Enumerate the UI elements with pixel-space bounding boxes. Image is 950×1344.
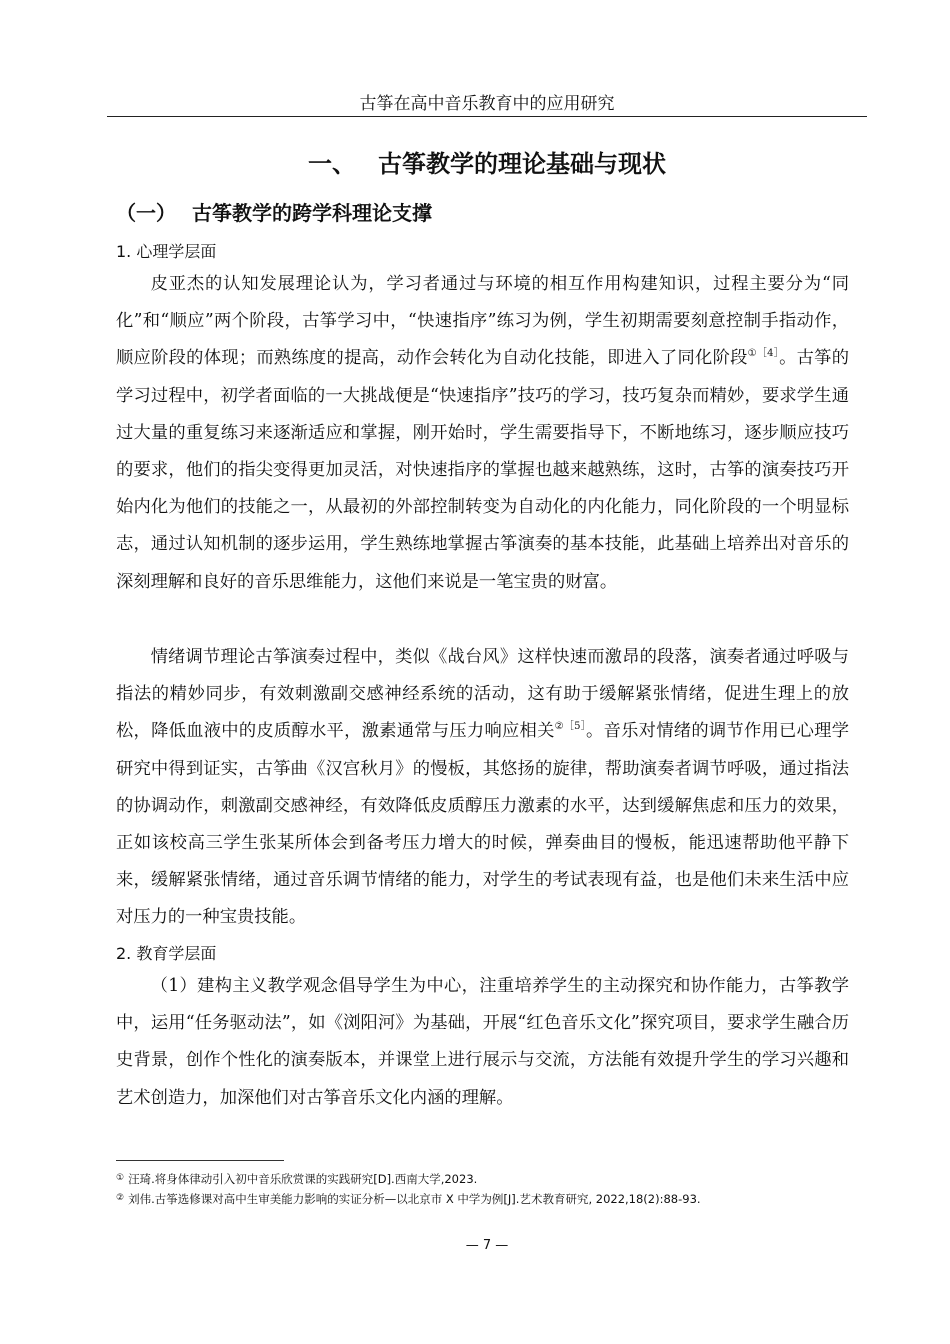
footnote-1: [116, 1168, 856, 1189]
paragraph-text: 。古筝的学习过程中，初学者面临的一大挑战便是“快速指序”技巧的学习，技巧复杂而精妙，要求学生通过大量的重复练习来逐渐适应和掌握，刚开始时，学生需要指导下，不断地练习，逐步顺应技巧的要求，他们的指尖变得更加灵活，对快速指序的掌握也越来越熟练，这时，古筝的演奏技巧开始内化为他们的技能之一，从最初的外部控制转变为自动化的内化能力，同化阶段的一个明显标志，通过认知机制的逐步运用，学生熟练地掌握古筝演奏的基本技能，此基础上培养出对音乐的深刻理解和良好的音乐思维能力，这他们来说是一笔宝贵的财富。: [116, 348, 849, 592]
footnote-text: 刘伟.古筝选修课对高中生审美能力影响的实证分析—以北京市 X 中学为例[J].艺术教育研究, 2022,18(2):88-93.: [128, 1192, 701, 1206]
chapter-heading: [107, 146, 867, 182]
paragraph-text: 情绪调节理论古筝演奏过程中，类似《战台风》这样快速而激昂的段落，演奏者通过呼吸与指法的精妙同步，有效刺激副交感神经系统的活动，这有助于缓解紧张情绪，促进生理上的放松，降低血液中的皮质醇水平，激素通常与压力响应相关: [116, 647, 849, 742]
footnote-mark: ②: [116, 1193, 125, 1203]
paragraph-emotion: [116, 639, 849, 937]
running-header: 古筝在高中音乐教育中的应用研究: [359, 94, 615, 114]
chapter-number: 一、: [308, 150, 356, 178]
citation-marker: ②［5］: [554, 721, 587, 733]
paragraph-text: 。音乐对情绪的调节作用已心理学研究中得到证实，古筝曲《汉宫秋月》的慢板，其悠扬的旋律，帮助演奏者调节呼吸，通过指法的协调动作，刺激副交感神经，有效降低皮质醇压力激素的水平，达到缓解焦虑和压力的效果，正如该校高三学生张某所体会到备考压力增大的时候，弹奏曲目的慢板，能迅速帮助他平静下来，缓解紧张情绪，通过音乐调节情绪的能力，对学生的考试表现有益，也是他们未来生活中应对压力的一种宝贵技能。: [116, 721, 849, 928]
footnote-mark: ①: [116, 1173, 125, 1183]
page-number: — 7 —: [465, 1238, 509, 1253]
section-title: 古筝教学的跨学科理论支撑: [192, 201, 432, 225]
chapter-title: 古筝教学的理论基础与现状: [378, 150, 666, 178]
header-rule: [107, 116, 867, 117]
paragraph-constructivism: （1）建构主义教学观念倡导学生为中心，注重培养学生的主动探究和协作能力，古筝教学中，运用“任务驱动法”，如《浏阳河》为基础，开展“红色音乐文化”探究项目，要求学生融合历史背景，创作个性化的演奏版本，并课堂上进行展示与交流，方法能有效提升学生的学习兴趣和艺术创造力，加深他们对古筝音乐文化内涵的理解。: [116, 976, 849, 1108]
section-heading: [116, 196, 432, 230]
paragraph-piaget: [116, 266, 849, 601]
footnote-text: 汪琦.将身体律动引入初中音乐欣赏课的实践研究[D].西南大学,2023.: [128, 1172, 478, 1186]
subsection-heading-education: 2. 教育学层面: [116, 944, 217, 963]
footnote-2: [116, 1188, 856, 1209]
section-number: （一）: [116, 201, 176, 225]
footnote-rule: [116, 1160, 284, 1161]
paragraph-text: 皮亚杰的认知发展理论认为，学习者通过与环境的相互作用构建知识，过程主要分为“同化”和“顺应”两个阶段，古筝学习中，“快速指序”练习为例，学生初期需要刻意控制手指动作，顺应阶段的体现；而熟练度的提高，动作会转化为自动化技能，即进入了同化阶段: [116, 274, 849, 369]
subsection-heading-psychology: 1. 心理学层面: [116, 242, 217, 261]
citation-marker: ①［4］: [747, 348, 780, 360]
